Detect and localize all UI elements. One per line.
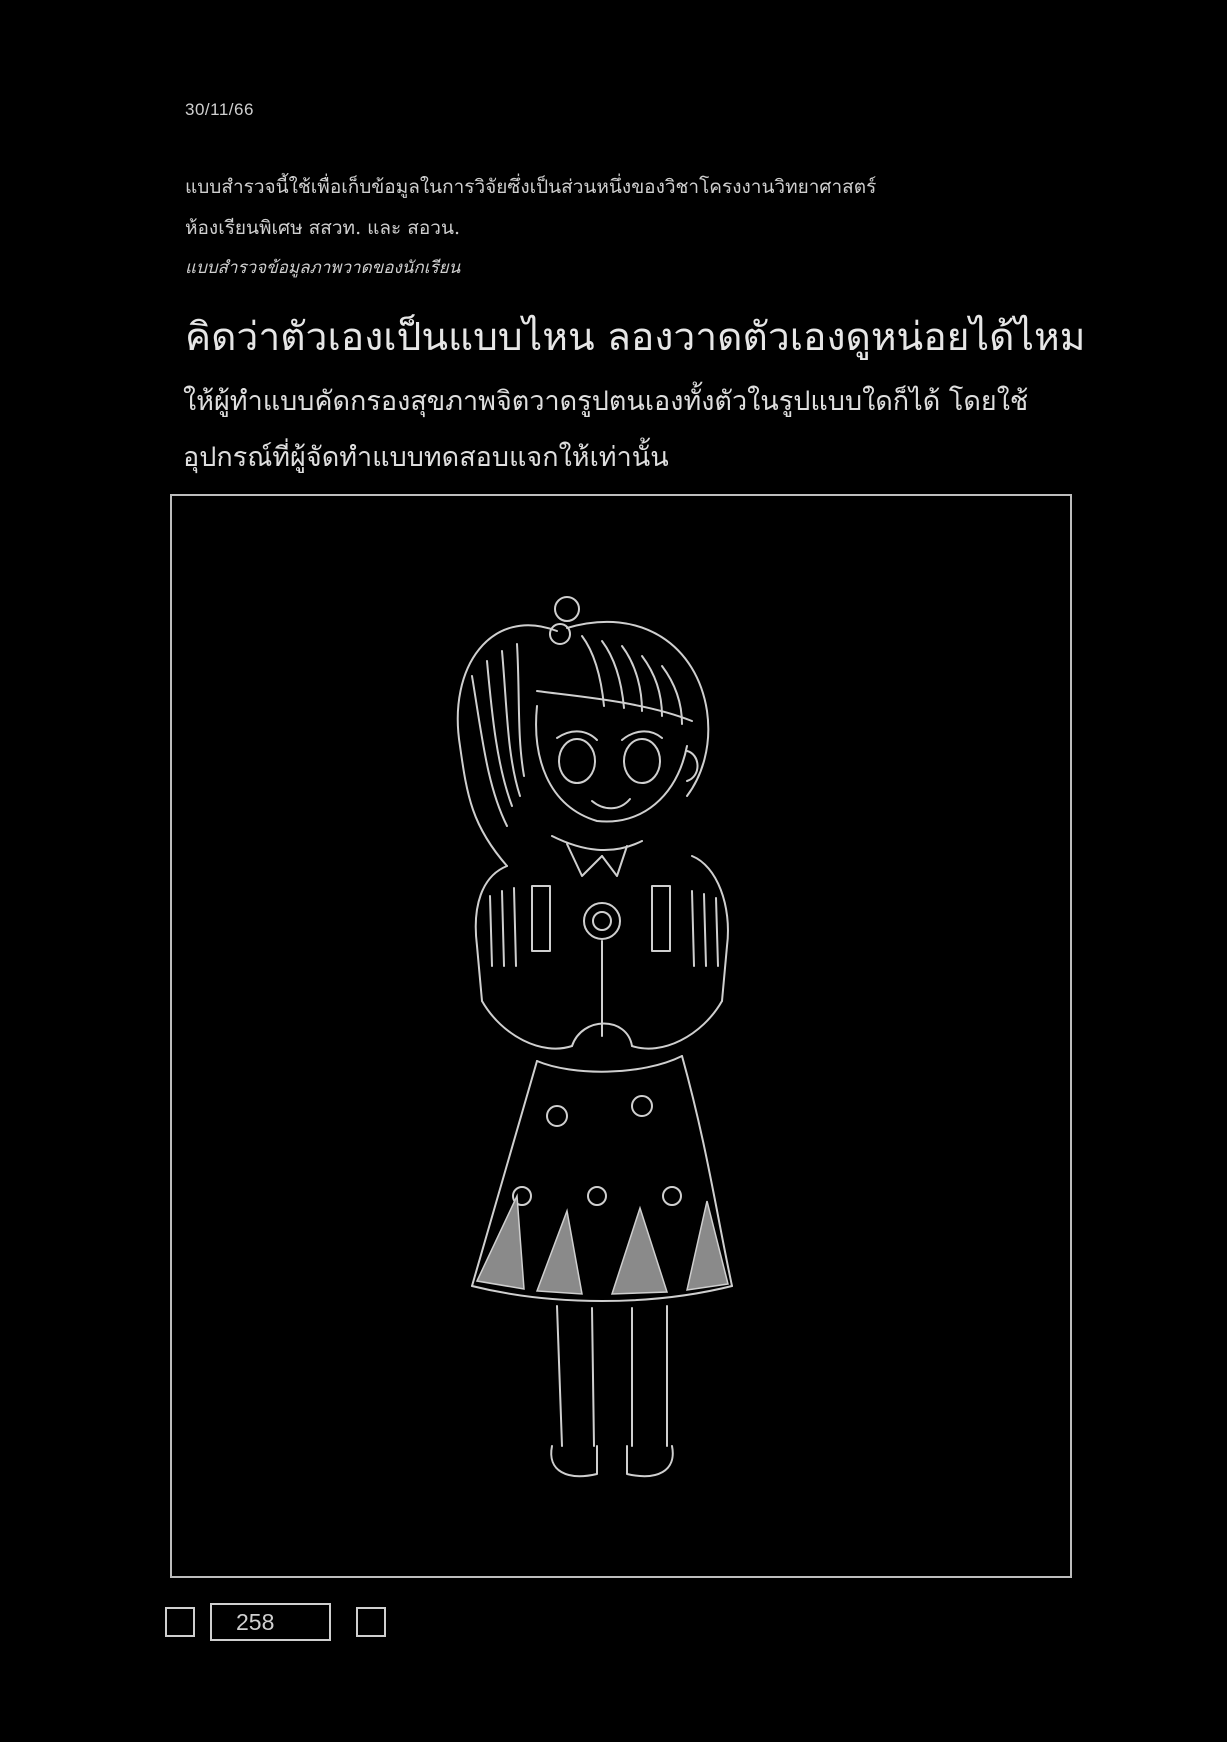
survey-purpose-line: แบบสำรวจนี้ใช้เพื่อเก็บข้อมูลในการวิจัยซึ่งเป็นส่วนหนึ่งของวิชาโครงงานวิทยาศาสตร์ [185, 176, 877, 198]
survey-subtitle: แบบสำรวจข้อมูลภาพวาดของนักเรียน [185, 258, 461, 278]
footer-checkbox-right [356, 1607, 386, 1637]
page-number-box: 258 [210, 1603, 331, 1641]
page-title: คิดว่าตัวเองเป็นแบบไหน ลองวาดตัวเองดูหน่อยได้ไหม [185, 315, 1086, 360]
drawing-frame [170, 494, 1072, 1578]
date: 30/11/66 [185, 100, 254, 119]
classroom-line: ห้องเรียนพิเศษ สสวท. และ สอวน. [185, 217, 460, 239]
instruction-text: ให้ผู้ทำแบบคัดกรองสุขภาพจิตวาดรูปตนเองทั้งตัวในรูปแบบใดก็ได้ โดยใช้อุปกรณ์ที่ผู้จัดทำแบบทดสอบแจกให้เท่านั้น [183, 386, 1029, 473]
footer-checkbox-left [165, 1607, 195, 1637]
self-portrait-drawing [172, 496, 1070, 1576]
